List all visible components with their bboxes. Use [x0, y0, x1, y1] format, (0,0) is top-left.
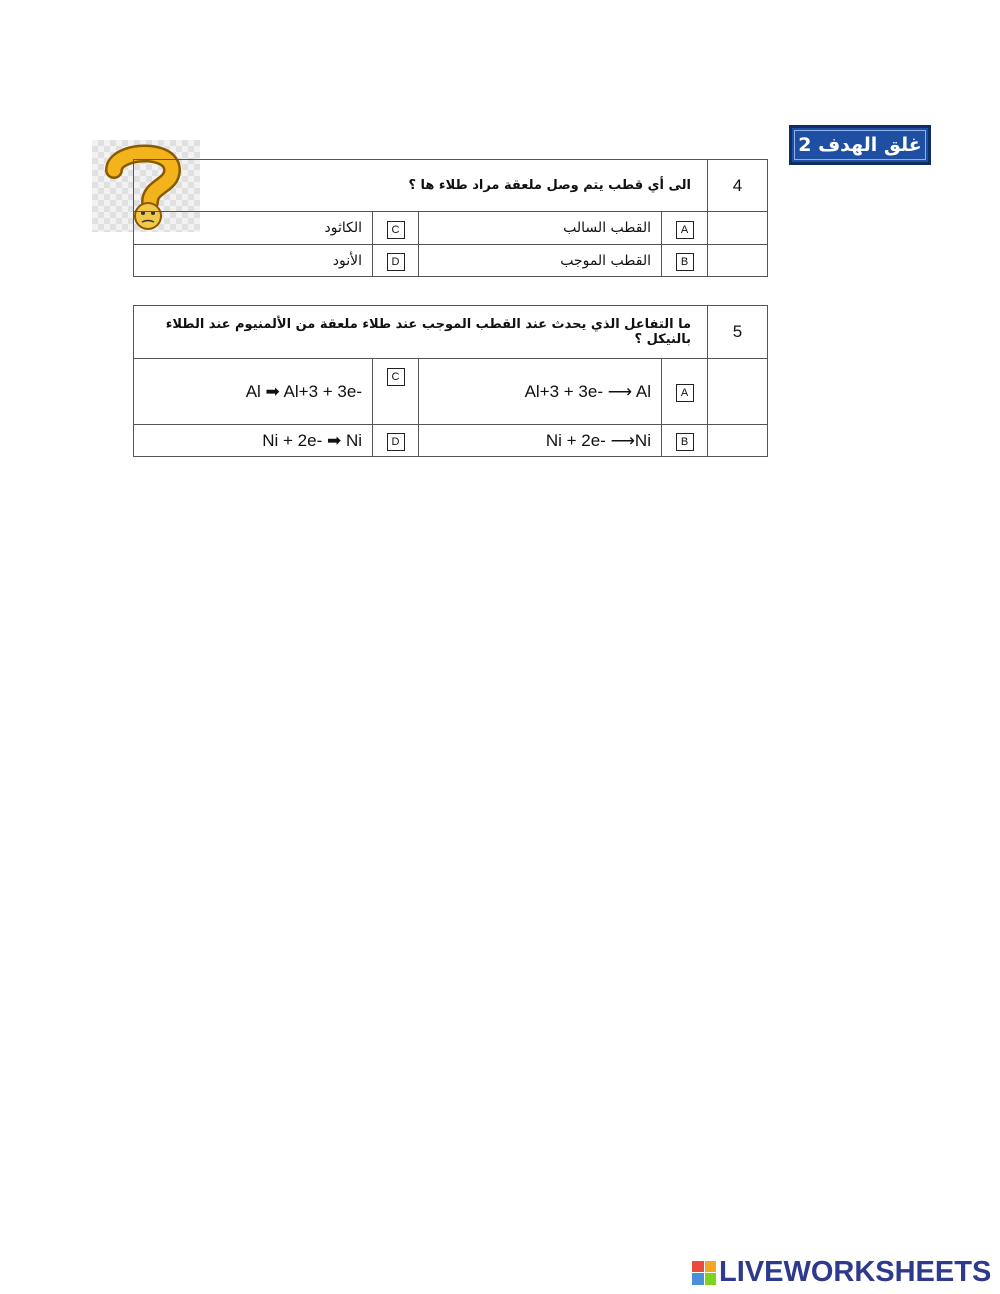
option-b-text[interactable]: Ni + 2e- ⟶Ni — [419, 425, 662, 457]
option-a-box[interactable]: A — [676, 384, 694, 402]
question-4-table — [133, 159, 768, 277]
question-5-table — [133, 305, 768, 457]
option-a-text[interactable]: القطب السالب — [419, 212, 662, 245]
option-d-box[interactable]: D — [387, 433, 405, 451]
option-c-text[interactable]: Al ➡ Al+3 + 3e- — [134, 359, 373, 425]
option-a-text[interactable]: Al+3 + 3e- ⟶ Al — [419, 359, 662, 425]
option-b-box[interactable]: B — [676, 433, 694, 451]
brand-name: LIVEWORKSHEETS — [719, 1256, 992, 1288]
option-d-box[interactable]: D — [387, 253, 405, 271]
question-number: 5 — [708, 306, 768, 359]
option-c-box[interactable]: C — [387, 368, 405, 386]
option-b-text[interactable]: القطب الموجب — [419, 245, 662, 277]
goal-badge-label: غلق الهدف 2 — [794, 130, 926, 160]
answer-cell[interactable] — [708, 359, 768, 425]
question-number: 4 — [708, 160, 768, 212]
goal-badge — [789, 125, 931, 165]
answer-cell[interactable] — [708, 245, 768, 277]
answer-cell[interactable] — [708, 425, 768, 457]
option-d-text[interactable]: Ni + 2e- ➡ Ni — [134, 425, 373, 457]
answer-cell[interactable] — [708, 212, 768, 245]
question-text: الى أي قطب يتم وصل ملعقة مراد طلاء ها ؟ — [134, 160, 708, 212]
liveworksheets-logo[interactable] — [692, 1256, 991, 1289]
option-c-box[interactable]: C — [387, 221, 405, 239]
question-text: ما التفاعل الذي يحدث عند القطب الموجب عند طلاء ملعقة من الألمنيوم عند الطلاء بالنيكل ؟ — [134, 306, 708, 359]
option-a-box[interactable]: A — [676, 221, 694, 239]
option-b-box[interactable]: B — [676, 253, 694, 271]
liveworksheets-logo-icon — [692, 1261, 716, 1285]
option-d-text[interactable]: الأنود — [134, 245, 373, 277]
option-c-text[interactable]: الكاثود — [134, 212, 373, 245]
